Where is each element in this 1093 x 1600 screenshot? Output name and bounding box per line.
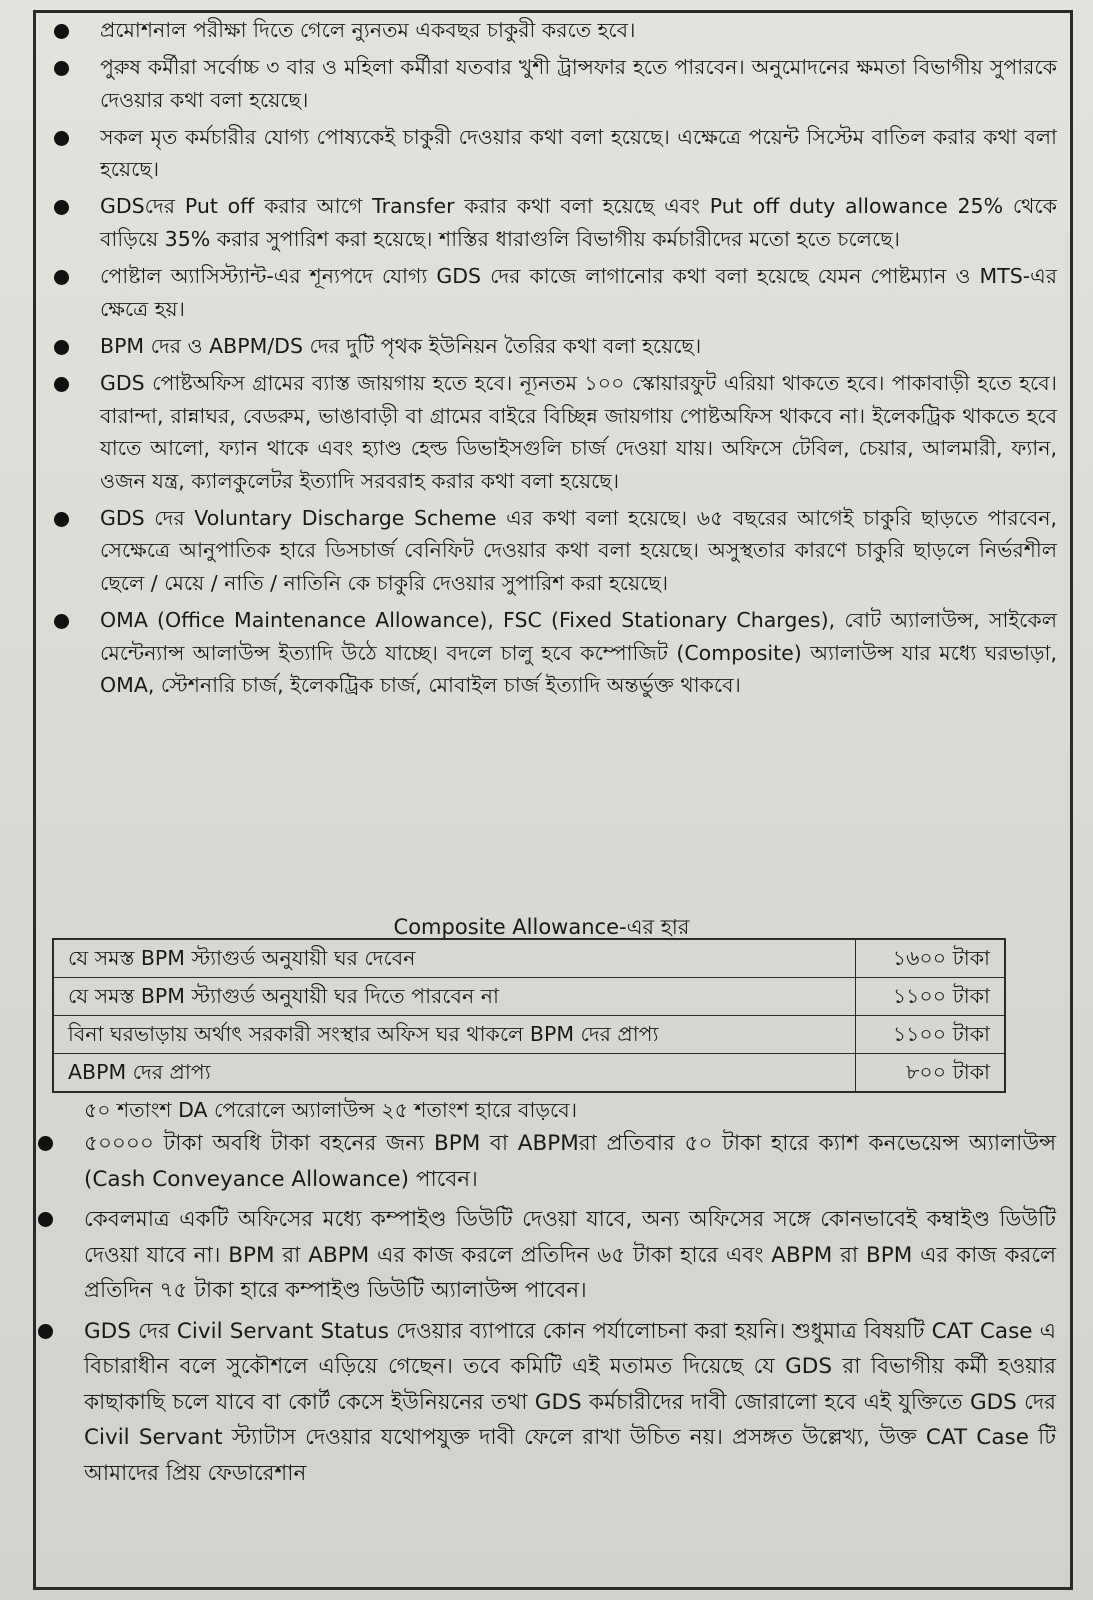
upper-bullet-list [52, 14, 1057, 706]
bullet-item [52, 260, 1057, 325]
table-cell-label: যে সমস্ত BPM স্ট্যাগুর্ড অনুযায়ী ঘর দেবেন [53, 939, 856, 978]
table-cell-label: বিনা ঘরভাড়ায় অর্থাৎ সরকারী সংস্থার অফিস ঘর থাকলে BPM দের প্রাপ্য [53, 1016, 856, 1054]
table-cell-amount: ৮০০ টাকা [856, 1054, 1006, 1093]
bullet-item [52, 367, 1057, 497]
bullet-dot-icon [54, 270, 69, 285]
bullet-item [52, 14, 1057, 47]
bullet-text: সকল মৃত কর্মচারীর যোগ্য পোষ্যকেই চাকুরী দেওয়ার কথা বলা হয়েছে। এক্ষেত্রে পয়েন্ট সিস্টেম বাতিল করার কথা বলা হয়েছে। [100, 124, 1057, 182]
bullet-item [36, 1126, 1056, 1197]
bullet-text: GDSদের Put off করার আগে Transfer করার কথা বলা হয়েছে এবং Put off duty allowance 25% থেকে বাড়িয়ে 35% করার সুপারিশ করা হয়েছে। শাস্তির ধারাগুলি বিভাগীয় কর্মচারীদের মতো হতে চলেছে। [100, 194, 1057, 252]
table-row [53, 978, 1005, 1016]
bullet-item [52, 502, 1057, 600]
table-row [53, 1054, 1005, 1093]
table-cell-amount: ১১০০ টাকা [856, 1016, 1006, 1054]
bullet-text: BPM দের ও ABPM/DS দের দুটি পৃথক ইউনিয়ন তৈরির কথা বলা হয়েছে। [100, 333, 702, 358]
table-cell-amount: ১১০০ টাকা [856, 978, 1006, 1016]
bullet-text: পুরুষ কর্মীরা সর্বোচ্চ ৩ বার ও মহিলা কর্মীরা যতবার খুশী ট্রান্সফার হতে পারবেন। অনুমোদনের ক্ষমতা বিভাগীয় সুপারকে দেওয়ার কথা বলা হয়েছে। [100, 55, 1057, 112]
bullet-text: পোষ্টাল অ্যাসিস্ট্যান্ট-এর শূন্যপদে যোগ্য GDS দের কাজে লাগানোর কথা বলা হয়েছে যেমন পোষ্টম্যান ও MTS-এর ক্ষেত্রে হয়। [100, 264, 1057, 321]
bullet-item [52, 330, 1057, 363]
bullet-item [52, 121, 1057, 186]
bullet-item [52, 190, 1057, 255]
table-cell-label: যে সমস্ত BPM স্ট্যাগুর্ড অনুযায়ী ঘর দিতে পারবেন না [53, 978, 856, 1016]
bullet-dot-icon [54, 24, 69, 39]
bullet-text: GDS দের Civil Servant Status দেওয়ার ব্যাপারে কোন পর্যালোচনা করা হয়নি। শুধুমাত্র বিষয়টি CAT Case এ বিচারাধীন বলে সুকৌশলে এড়িয়ে গেছেন। তবে কমিটি এই মতামত দিয়েছে যে GDS রা বিভাগীয় কর্মী হওয়ার কাছাকাছি চলে যাবে বা কোর্ট কেসে ইউনিয়নের তথা GDS কর্মচারীদের দাবী জোরালো হবে এই যুক্তিতে GDS দের Civil Servant স্ট্যাটাস দেওয়ার যথোপযুক্ত দাবী ফেলে রাখা উচিত নয়। প্রসঙ্গত উল্লেখ্য, উক্ত CAT Case টি আমাদের প্রিয় ফেডারেশান [84, 1318, 1056, 1486]
bullet-dot-icon [38, 1136, 53, 1151]
bullet-dot-icon [54, 614, 69, 629]
bullet-text: OMA (Office Maintenance Allowance), FSC (Fixed Stationary Charges), বোট অ্যালাউন্স, সাইকেল মেন্টেন্যান্স আলাউন্স ইত্যাদি উঠে যাচ্ছে। বদলে চালু হবে কম্পোজিট (Composite) অ্যালাউন্স যার মধ্যে ঘরভাড়া, OMA, স্টেশনারি চার্জ, ইলেকট্রিক চার্জ, মোবাইল চার্জ ইত্যাদি অন্তর্ভুক্ত থাকবে। [100, 608, 1057, 698]
bullet-text: কেবলমাত্র একটি অফিসের মধ্যে কম্পাইণ্ড ডিউটি দেওয়া যাবে, অন্য অফিসের সঙ্গে কোনভাবেই কম্বাইণ্ড ডিউটি দেওয়া যাবে না। BPM রা ABPM এর কাজ করলে প্রতিদিন ৬৫ টাকা হারে এবং ABPM রা BPM এর কাজ করলে প্রতিদিন ৭৫ টাকা হারে কম্পাইণ্ড ডিউটি অ্যালাউন্স পাবেন। [84, 1207, 1056, 1303]
bullet-dot-icon [54, 512, 69, 527]
table-row [53, 1016, 1005, 1054]
composite-allowance-table [52, 938, 1006, 1093]
bullet-item [36, 1314, 1056, 1492]
bullet-dot-icon [38, 1212, 53, 1227]
bullet-text: GDS দের Voluntary Discharge Scheme এর কথা বলা হয়েছে। ৬৫ বছরের আগেই চাকুরি ছাড়তে পারবেন, সেক্ষেত্রে আনুপাতিক হারে ডিসচার্জ বেনিফিট দেওয়ার কথা বলা হয়েছে। অসুস্থতার কারণে চাকুরি ছাড়লে নির্ভরশীল ছেলে / মেয়ে / নাতি / নাতিনি কে চাকুরি দেওয়ার সুপারিশ করা হয়েছে। [100, 505, 1057, 595]
table-cell-amount: ১৬০০ টাকা [856, 939, 1006, 978]
bullet-dot-icon [54, 61, 69, 76]
bullet-dot-icon [54, 377, 69, 392]
table-note: ৫০ শতাংশ DA পেরোলে অ্যালাউন্স ২৫ শতাংশ হারে বাড়বে। [84, 1098, 578, 1122]
bullet-dot-icon [54, 340, 69, 355]
table-caption-text: Composite Allowance-এর হার [393, 915, 690, 939]
bullet-item [36, 1202, 1056, 1309]
bullet-dot-icon [54, 200, 69, 215]
bullet-text: ৫০০০০ টাকা অবধি টাকা বহনের জন্য BPM বা ABPMরা প্রতিবার ৫০ টাকা হারে ক্যাশ কনভেয়েন্স অ্যালাউন্স (Cash Conveyance Allowance) পাবেন। [84, 1131, 1056, 1192]
bullet-item [52, 51, 1057, 116]
bullet-item [52, 604, 1057, 702]
lower-bullet-list [36, 1126, 1056, 1496]
bullet-dot-icon [38, 1324, 53, 1339]
table-row [53, 939, 1005, 978]
bullet-dot-icon [54, 131, 69, 146]
bullet-text: GDS পোষ্টঅফিস গ্রামের ব্যাস্ত জায়গায় হতে হবে। ন্যূনতম ১০০ স্কোয়ারফুট এরিয়া থাকতে হবে। পাকাবাড়ী হতে হবে। বারান্দা, রান্নাঘর, বেডরুম, ভাঙাবাড়ী বা গ্রামের বাইরে বিচ্ছিন্ন জায়গায় পোষ্টঅফিস থাকবে না। ইলেকট্রিক থাকতে হবে যাতে আলো, ফ্যান থাকে এবং হ্যাণ্ড হেল্ড ডিভাইসগুলি চার্জ দেওয়া যায়। অফিসে টেবিল, চেয়ার, আলমারী, ফ্যান, ওজন যন্ত্র, ক্যালকুলেটর ইত্যাদি সরবরাহ করার কথা বলা হয়েছে। [100, 370, 1057, 493]
table-cell-label: ABPM দের প্রাপ্য [53, 1054, 856, 1093]
bullet-text: প্রমোশনাল পরীক্ষা দিতে গেলে ন্যুনতম একবছর চাকুরী করতে হবে। [100, 18, 636, 42]
